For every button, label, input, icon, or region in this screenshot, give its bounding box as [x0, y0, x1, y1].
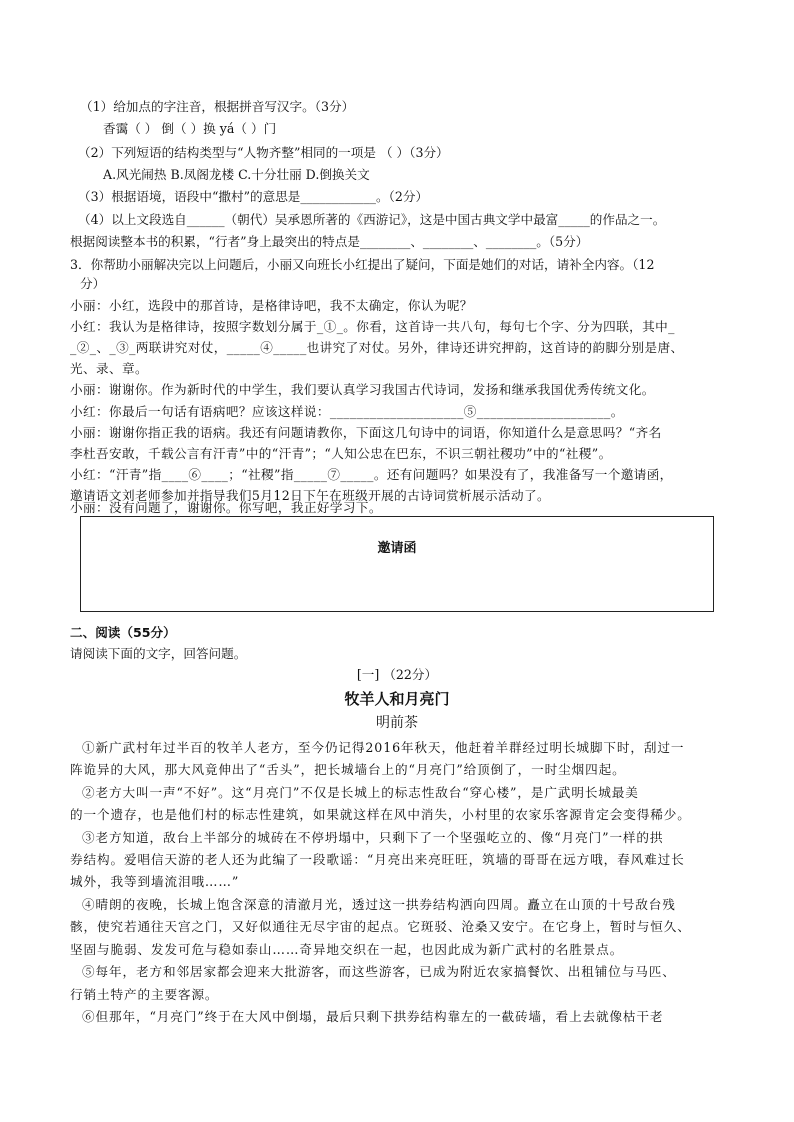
- dialogue-line: 小丽：谢谢你。作为新时代的中学生，我们要认真学习我国古代诗词，发扬和继承我国优秀传统文化。: [70, 382, 655, 397]
- article-line: ③老方知道，敌台上半部分的城砖在不停坍塌中，只剩下了一个坚强屹立的、像“月亮门”一样的拱: [82, 830, 664, 845]
- passage-author: 明前茶: [376, 715, 418, 731]
- passage-number: [一] （22分）: [356, 667, 438, 682]
- article-line: ④晴朗的夜晚，长城上饱含深意的清澈月光，透过这一拱券结构洒向四周。矗立在山顶的十号敌台残: [82, 897, 676, 912]
- question-2-options: A.风光闹热 B.凤阁龙楼 C.十分壮丽 D.倒换关文: [103, 167, 370, 182]
- dialogue-line: 小红：你最后一句话有语病吧？应该这样说：____________________⑤____________________。: [70, 404, 624, 419]
- dialogue-line: 小丽：没有问题了，谢谢你。你写吧，我正好学习下。: [70, 500, 382, 515]
- dialogue-line: 光、录、章。: [70, 361, 148, 376]
- article-line: ②老方大叫一声“不好”。这“月亮门”不仅是长城上的标志性敌台“穿心楼”，是广武明长城最美: [82, 785, 639, 800]
- question-4-line-1: （4）以上文段选自______（朝代）吴承恩所著的《西游记》，这是中国古典文学中最富_____的作品之一。: [78, 212, 666, 227]
- dialogue-line: 小红：“汗青”指____⑥____；“社稷”指_____⑦_____。还有问题吗？如果没有了，我准备写一个邀请函，: [70, 467, 673, 482]
- invitation-answer-box: [80, 516, 714, 612]
- question-4-line-2: 根据阅读整本书的积累，“行者”身上最突出的特点是________、________、________。（5分）: [70, 234, 589, 249]
- question-main-3-line-2: 分）: [80, 276, 106, 291]
- article-line: 阵诡异的大风，那大风竟伸出了“舌头”，把长城墙台上的“月亮门”给顶倒了，一时尘烟四起。: [70, 762, 626, 777]
- section-2-heading: 二、阅读（55分）: [70, 625, 176, 640]
- article-line: 券结构。爱唱信天游的老人还为此编了一段歌谣：“月亮出来亮旺旺，筑墙的哥哥在远方哦，春风难过长: [70, 852, 685, 867]
- dialogue-line: 小丽：小红，选段中的那首诗，是格律诗吧，我不太确定，你认为呢？: [70, 298, 473, 313]
- article-line: 坚固与脆弱、发发可危与稳如泰山……奇异地交织在一起，也因此成为新广武村的名胜景点。: [70, 942, 624, 957]
- dialogue-line: 小丽：谢谢你指正我的语病。我还有问题请教你，下面这几句诗中的词语，你知道什么是意思吗？“齐名: [70, 425, 662, 440]
- invitation-title: 邀请函: [377, 541, 417, 556]
- article-line: ⑤每年，老方和邻居家都会迎来大批游客，而这些游客，已成为附近农家搞餐饮、出租铺位与马匹、: [82, 964, 676, 979]
- article-line: 城外，我等到墙流泪哦……”: [70, 874, 240, 889]
- dialogue-line: 邀请语文刘老师参加并指导我们5月12日下午在班级开展的古诗词赏析展示活动了。: [70, 488, 551, 503]
- article-line: 的一个遗存，也是他们村的标志性建筑，如果就这样在风中消失，小村里的农家乐客源肯定会变得稀少。: [70, 807, 691, 822]
- dialogue-line: _②_、_③_两联讲究对仗，_____④_____也讲究了对仗。另外，律诗还讲究押韵，这首诗的韵脚分别是唐、: [70, 340, 684, 355]
- section-2-instruction: 请阅读下面的文字，回答问题。: [70, 646, 247, 661]
- article-line: 骸，使究若通往天宫之门，又好似通往无尽宇宙的起点。它斑驳、沧桑又安宁。在它身上，暂时与恒久、: [70, 919, 691, 934]
- question-main-3-line-1: 3．你帮助小丽解决完以上问题后，小丽又向班长小红提出了疑问，下面是她们的对话，请补全内容。（12: [70, 257, 655, 272]
- passage-title: 牧羊人和月亮门: [344, 690, 450, 708]
- dialogue-line: 小红：我认为是格律诗，按照字数划分属于_①_。你看，这首诗一共八句，每句七个字、分为四联，其中_: [70, 319, 675, 334]
- question-1: （1）给加点的字注音，根据拼音写汉字。（3分）: [80, 99, 355, 114]
- dialogue-line: 李杜吾安敢，千载公言有汗青”中的“汗青”；“人知公忠在巴东，不识三朝社稷功”中的“社稷”。: [70, 446, 612, 461]
- article-line: ①新广武村年过半百的牧羊人老方，至今仍记得2016年秋天，他赶着羊群经过明长城脚下时，刮过一: [82, 740, 685, 755]
- question-3: （3）根据语境，语段中“撒村”的意思是____________。（2分）: [78, 189, 429, 204]
- article-line: 行销土特产的主要客源。: [70, 987, 219, 1002]
- article-line: ⑥但那年，“月亮门”终于在大风中倒塌，最后只剩下拱券结构靠左的一截砖墙，看上去就像枯干老: [82, 1009, 664, 1024]
- question-2: （2）下列短语的结构类型与“人物齐整”相同的一项是 （ ）（3分）: [78, 145, 449, 160]
- question-1-items: 香霭（ ） 倒（ ）换 yá（ ）门: [103, 121, 277, 136]
